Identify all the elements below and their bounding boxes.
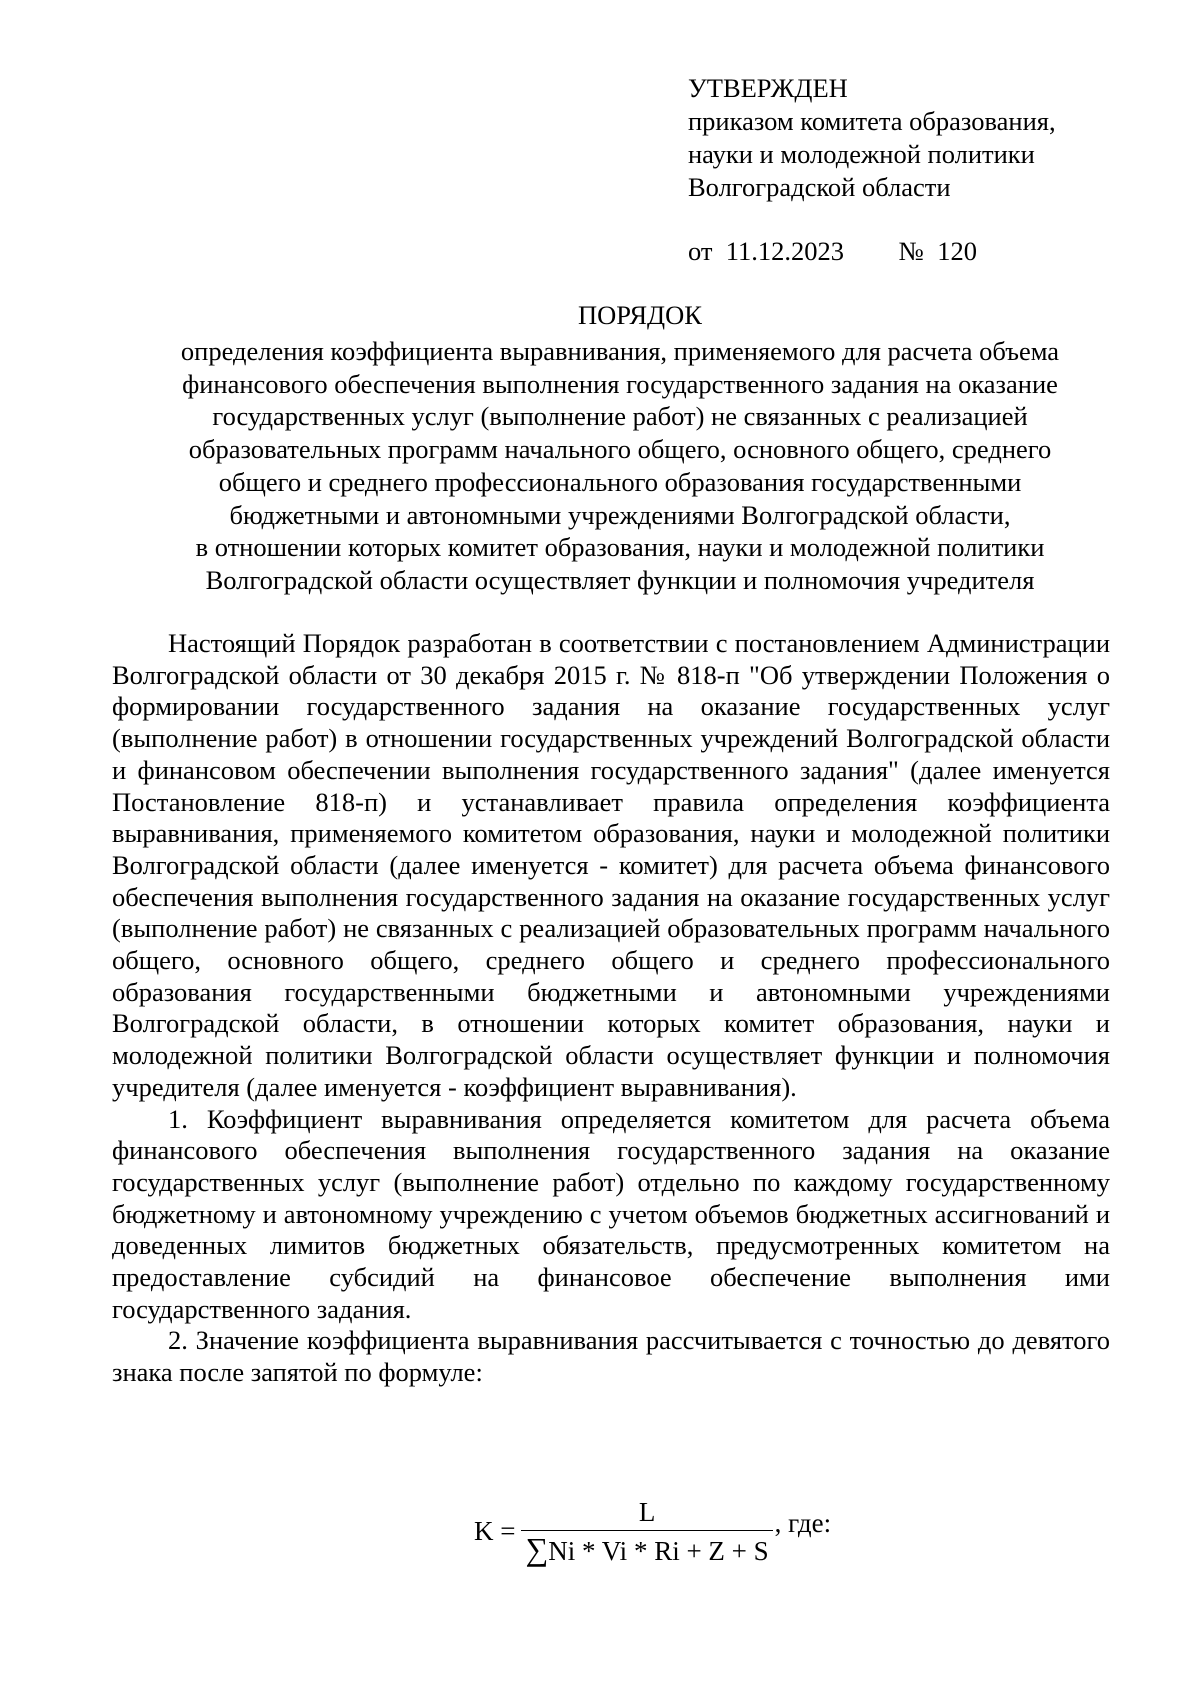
formula-suffix: , где: (774, 1508, 832, 1538)
order-number: 120 (937, 236, 977, 266)
document-title: ПОРЯДОК (578, 300, 702, 330)
formula-denominator-wrap (521, 1531, 772, 1567)
paragraph-item-1: 1. Коэффициент выравнивания определяется комитетом для расчета объема финансового обеспечения выполнения государственного задания на оказание государственных услуг (выполнение работ) отдельно по каждому государственному бюджетному и автономному учреждению с учетом объемов бюджетных ассигнований и доведенных лимитов бюджетных обязательств, предусмотренных комитетом на предоставление субсидий на финансовое обеспечение выполнения ими государственного задания. (112, 1103, 1110, 1324)
formula-numerator: L (638, 1497, 656, 1527)
number-prefix: № (898, 236, 924, 266)
approval-line: Волгоградской области (688, 172, 951, 202)
approval-line: приказом комитета образования, (688, 106, 1056, 136)
paragraph-item-2: 2. Значение коэффициента выравнивания рассчитывается с точностью до девятого знака после запятой по формуле: (112, 1325, 1110, 1388)
subtitle-line: определения коэффициента выравнивания, применяемого для расчета объема (180, 336, 1060, 366)
subtitle-line: Волгоградской области осуществляет функции и полномочия учредителя (205, 564, 1035, 595)
subtitle-line: государственных услуг (выполнение работ) не связанных с реализацией (212, 401, 1028, 432)
approval-heading: УТВЕРЖДЕН (688, 73, 848, 103)
subtitle-line: финансового обеспечения выполнения государственного задания на оказание (182, 368, 1058, 399)
subtitle-line: образовательных программ начального общего, основного общего, среднего (188, 434, 1052, 465)
formula-lhs: K = (474, 1516, 516, 1546)
document-body (112, 628, 1110, 1389)
subtitle-line: общего и среднего профессионального образования государственными (218, 466, 1022, 497)
subtitle-line: бюджетными и автономными учреждениями Волгоградской области, (229, 499, 1011, 530)
formula-fraction (521, 1496, 772, 1567)
order-date-number (688, 236, 977, 267)
approval-block (688, 72, 1056, 204)
sum-symbol: ∑ (525, 1531, 549, 1567)
subtitle-line: в отношении которых комитет образования, науки и молодежной политики (195, 532, 1045, 563)
order-date: 11.12.2023 (725, 236, 845, 266)
approval-line: науки и молодежной политики (688, 139, 1035, 169)
formula-denominator: Ni * Vi * Ri + Z + S (548, 1536, 769, 1566)
coefficient-formula (474, 1496, 831, 1567)
paragraph-intro: Настоящий Порядок разработан в соответствии с постановлением Администрации Волгоградской области от 30 декабря 2015 г. № 818-п "Об утверждении Положения о формировании государственного задания на оказание государственных услуг (выполнение работ) в отношении государственных учреждений Волгоградской области и финансовом обеспечении выполнения государственного задания" (далее именуется Постановление 818-п) и устанавливает правила определения коэффициента выравнивания, применяемого комитетом образования, науки и молодежной политики Волгоградской области (далее именуется - комитет) для расчета объема финансового обеспечения выполнения государственного задания на оказание государственных услуг (выполнение работ) не связанных с реализацией образовательных программ начального общего, основного общего, среднего общего и среднего профессионального образования государственными бюджетными и автономными учреждениями Волгоградской области, в отношении которых комитет образования, науки и молодежной политики Волгоградской области осуществляет функции и полномочия учредителя (далее именуется - коэффициент выравнивания). (112, 628, 1110, 1102)
document-subtitle (120, 335, 1120, 597)
date-prefix: от (688, 236, 713, 266)
